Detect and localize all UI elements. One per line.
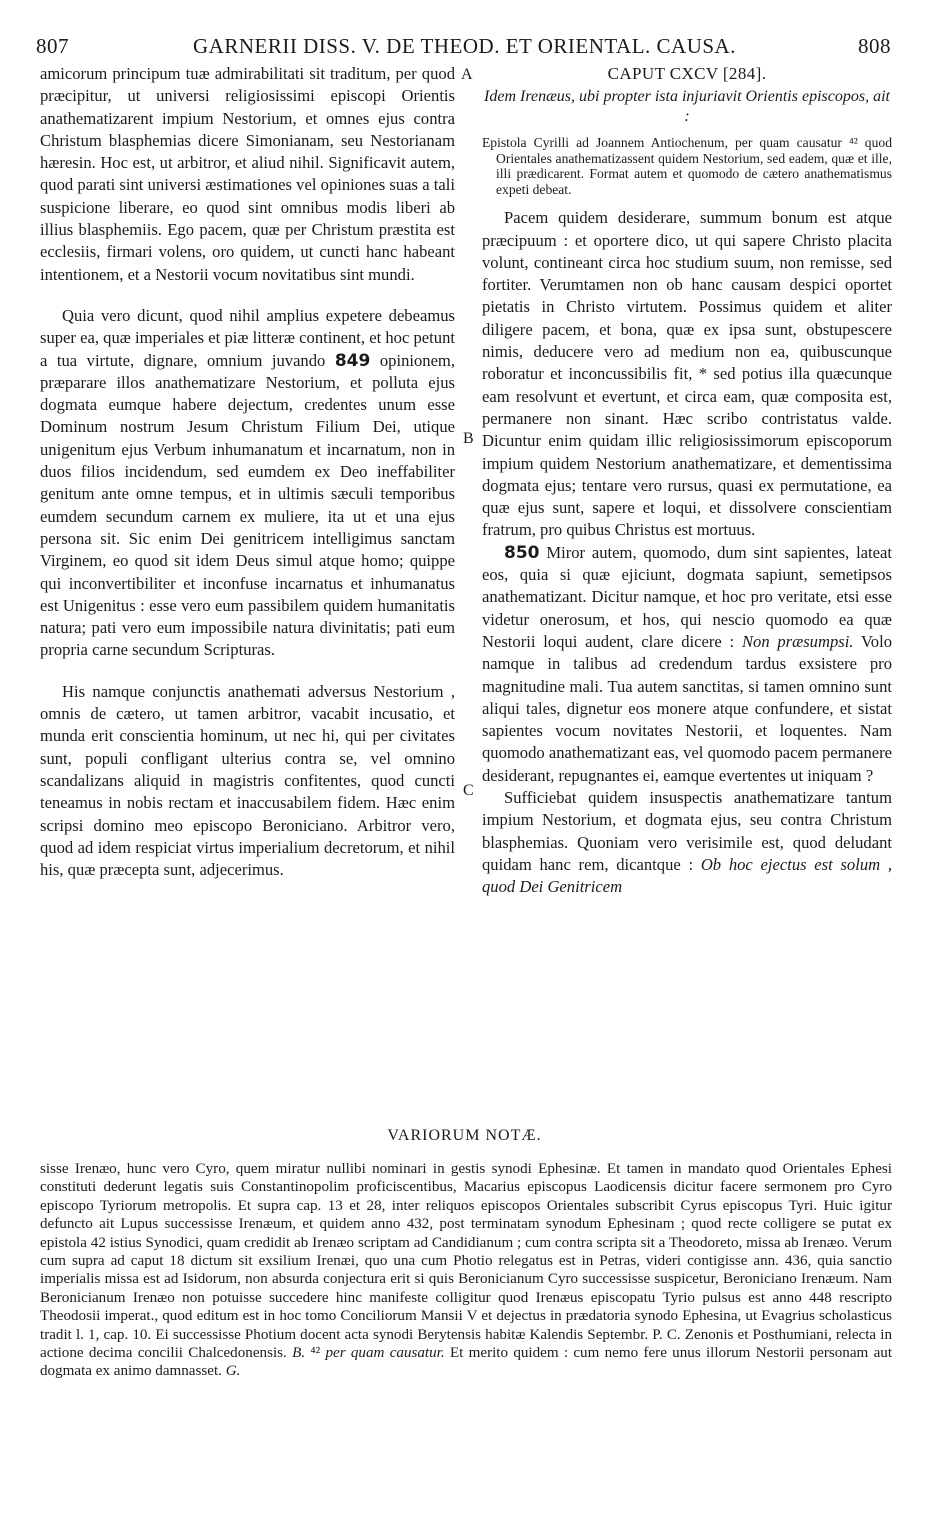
left-page-number: 807 <box>36 34 69 58</box>
column-number-849: 849 <box>334 350 371 371</box>
right-column <box>482 63 892 899</box>
right-paragraph-2-text-b: Volo namque in talibus ad credendum tardus exsistere pro magnitudine mali. Tua autem sanctitas, si tamen omnino sunt aliqui tales, dignetur eos monere atque confundere, et sistat sapientes vocum novitates Nestorii, et loquentes. Nam quomodo anathematizant eas, vel quomodo pacem permanere desiderant, repugnantes ei, eamque evertentes ut iniquam ? <box>482 631 892 785</box>
chapter-summary: Epistola Cyrilli ad Joannem Antiochenum, per quam causatur ⁴² quod Orientales anathematizassent quidem Nestorium, sed eadem, quæ et ille, illi prædicarent. Format autem et quomodo de cætero anathematismus expeti debeat. <box>482 135 892 197</box>
right-paragraph-2-text-a: Miror autem, quomodo, dum sint sapientes, lateat eos, quia si quæ ejiciunt, dogmata sapiunt, semetipsos anathematizant. Dicitur namque, et hoc pro veritate, etsi esse videtur onerosum, et hos, qui nescio quomodo ea quæ Nestorii loqui audent, clare dicere : <box>482 542 892 651</box>
notes-ref-italic: per quam causatur. <box>325 1345 445 1362</box>
notes-text-main: sisse Irenæo, hunc vero Cyro, quem miratur nullibi nominari in gestis synodi Ephesinæ. Et tamen in mandato quod Orientales Ephesi constituti dederunt legatis suis Constantinopolim proficiscentibus, Macarius episcopus Laodicensis dicitur facere sermonem pro Cyro episcopo Tyriorum metropolis. Et supra cap. 13 et 28, inter reliquos episcopos Orientales subscribit Cyrus episcopus Tyri. Huic igitur defuncto ait Lupus successisse Irenæum, et quidem anno 432, post terminatam synodum Ephesinam ; quod recte colligere se putat ex epistola 42 istius Synodici, quam credidit ab Irenæo scriptam ad Candidianum ; cum contra scripta sit a Theodoreto, missa ab Irenæo. Verum cum supra ad caput 18 dictum sit exsilium Irenæi, quo una cum Photio relegatus est in Petras, videri contigisse ann. 436, quia sanctio imperialis missa est ad Isidorum, non absurda conjectura erit si quis Beronicianum Cyro successisse suspicetur, Beroniciano Irenæum. Nam Beronicianum Irenæo non potuisse succedere hinc manifeste colligitur quod Irenæus episcopatu Tyrio pulsus est anno 448 rescripto Theodosii imperat., quod editum est in hoc tomo Conciliorum Mansii V et dejectus in prædatoria synodo Ephesina, ut Evagrius scholasticus tradit l. 1, cap. 10. Ei successisse Photium docent acta synodi Berytensis habitæ Kalendis Septembr. P. C. Zenonis et Posthumiani, relecta in actione decima concilii Chalcedonensis. <box>40 1161 892 1362</box>
notes-title: VARIORUM NOTÆ. <box>387 1127 542 1144</box>
right-paragraph-3-text: Sufficiebat quidem insuspectis anathematizare tantum impium Nestorium, et dogmata ejus, seu contra Christum blasphemias. Quoniam vero verisimile est, quod deludant quidam hanc rem, dicantque : <box>482 788 892 874</box>
right-paragraph-3 <box>482 787 892 898</box>
margin-letter-c: C <box>463 782 474 799</box>
column-number-850: 850 <box>504 542 540 563</box>
running-title: GARNERII DISS. V. DE THEOD. ET ORIENTAL. CAUSA. <box>193 34 736 58</box>
margin-letter-b: B <box>463 430 474 447</box>
left-column <box>40 63 455 881</box>
left-paragraph-2-text-b: opinionem, præparare illos anathematizare Nestorium, et polluta ejus dogmata eumque habere dejectum, credentes unum esse Dominum nostrum Jesum Christum Filium Dei, utique unigenitum ejus Verbum inhumanatum et incarnatum, non in duos filios incidendum, sed eumdem ex Deo ineffabiliter genitum ante omne tempus, et in ultimis sæculi temporibus eumdem secundum carnem ex muliere, ita ut et una ejus persona sit. Sic enim Dei genitricem intelligimus sanctam Virginem, eo quod sit idem Deus simul atque homo; quippe qui inconvertibiliter et inconfuse incarnatus et inhumanatus est Unigenitus : esse vero eum passibilem quidem humanitatis natura; pati vero eum impossibile natura divinitatis; pati eum propria carne secundum Scripturas. <box>40 350 455 660</box>
left-paragraph-1: amicorum principum tuæ admirabilitati sit traditum, per quod præcipitur, ut universi religiosissimi episcopi Orientis anathematizarent impium Nestorium, et omnes ejus contra Christum blasphemias dicere Simonianam, seu Nestorianam hæresin. Hoc est, ut arbitror, et aliud nihil. Significavit autem, quod parati sint universi æstimationes vel opiniones suas a tali suspicione liberare, eo quod sint omnibus modis liberi ab illius blasphemiis. Ego pacem, quæ per Christum præstita est ecclesiis, firmari volens, oro quidem, ut cuncti hanc habeant intentionem, et a Nestorii vocum novitatibus sint mundi. <box>40 64 455 284</box>
left-paragraph-2 <box>40 305 455 662</box>
variorum-notes <box>40 1160 892 1381</box>
left-paragraph-2-text-a: Quia vero dicunt, quod nihil amplius expetere debeamus super ea, quæ imperiales et piæ litteræ continent, et hoc petunt a tua virtute, dignare, omnium juvando <box>40 305 455 370</box>
notes-ref-mark: ⁴² <box>310 1345 321 1362</box>
right-page-number: 808 <box>858 34 891 58</box>
margin-letter-a: A <box>461 66 473 83</box>
notes-text-end: Et merito quidem : cum nemo fere unus illorum Nestorii personam aut dogmata ex animo damnasset. <box>40 1345 893 1380</box>
right-paragraph-1: Pacem quidem desiderare, summum bonum est atque præcipuum : et oportere dico, ut qui sapere Christo placita volunt, contineant circa hoc studium suum, non remisse, sed fortiter. Verumtamen non ob hanc causam despici oportet pietatis in Christo virtutem. Possimus quidem et aliter diligere pacem, et bona, quæ ex ipsa sunt, obstupescere nimis, deducere vero ad medium non ea, quibuscunque roboratur et inconcussibilis fit, * sed potius illa quæcunque eam resolvunt et evertunt, et circa eam, quæ composita est, permanere non sinant. Hæc scribo contristatus valde. Dicuntur enim quidam illic religiosissimorum episcoporum impium quidem Nestorium anathematizare, et dementissima dogmata ejus; tentare vero rursus, quasi ex permutatione, ea quæ ejus sunt, sapere et loqui, et dissolvere conscientiam fratrum, pro quibus Christus est mortuus. <box>482 208 892 540</box>
chapter-title: CAPUT CXCV [284]. <box>607 64 767 83</box>
notes-signature-b: B. <box>292 1345 306 1362</box>
right-paragraph-2 <box>482 542 892 787</box>
right-paragraph-2-italic: Non præsumpsi. <box>741 631 854 651</box>
right-paragraph-3-italic: Ob hoc ejectus est solum , quod Dei Genitricem <box>482 854 892 897</box>
chapter-italic-heading: Idem Irenæus, ubi propter ista injuriavit Orientis episcopos, ait : <box>484 88 890 126</box>
notes-signature-g: G. <box>225 1363 241 1380</box>
left-paragraph-3: His namque conjunctis anathemati adversus Nestorium , omnis de cætero, ut tamen arbitror, vacabit incusatio, et munda erit conscientia hominum, ut nec hi, qui per civitates sunt, populi confligant ulterius contra se, vel omnino scandalizans aliquid in magistris confitentes, quod cuncti teneamus in nobis rectam et inaccusabilem fidem. Hæc enim scripsi domino meo episcopo Beroniciano. Arbitror vero, quod ad idem respiciat virtus imperialium decretorum, et nihil his, quæ præcepta sunt, adjecerimus. <box>40 681 455 880</box>
